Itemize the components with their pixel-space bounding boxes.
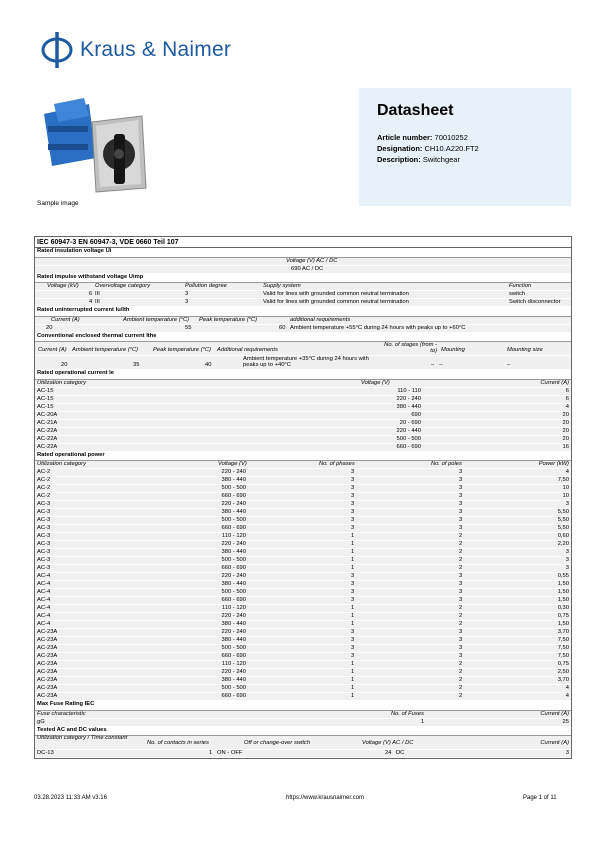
power-cell: 0,75: [557, 613, 569, 619]
poles-cell: 3: [459, 517, 463, 523]
table-row: [35, 469, 571, 477]
phases-cell: 3: [351, 509, 355, 515]
table-row: [35, 589, 571, 597]
enclosed-heading: Conventional enclosed thermal current Ithe: [35, 333, 571, 343]
table-row: [35, 573, 571, 581]
fuse-header-row: Fuse characteristic No. of Fuses Current (A): [37, 710, 569, 717]
voltage-cell: 110 - 110: [397, 387, 421, 394]
current-cell: 20: [562, 419, 569, 426]
utilization-category-cell: AC-3: [37, 501, 51, 507]
voltage-cell: 380 - 440: [221, 677, 246, 683]
description: Description: Switchgear: [377, 155, 460, 164]
fuse-row: gG 1 25: [37, 718, 569, 725]
poles-cell: 3: [459, 653, 463, 659]
power-cell: 7,50: [557, 653, 569, 659]
table-row: [35, 613, 571, 621]
phases-cell: 1: [351, 661, 355, 667]
phases-cell: 1: [351, 557, 355, 563]
current-cell: 6: [565, 395, 569, 402]
uninterrupted-heading: Rated uninterrupted current Iu/Ith: [35, 307, 571, 317]
tested-row: DC-13 1 ON - OFF 24 DC 3: [37, 750, 569, 756]
utilization-category-cell: AC-2: [37, 469, 51, 475]
phases-cell: 3: [351, 573, 355, 579]
voltage-cell: 380 - 440: [221, 581, 246, 587]
brand-name: Kraus & Naimer: [80, 38, 232, 61]
poles-cell: 2: [459, 557, 463, 563]
table-row: [35, 509, 571, 517]
brand-logo: [40, 30, 231, 70]
utilization-category-cell: AC-23A: [37, 653, 58, 659]
voltage-cell: 690: [411, 411, 421, 418]
table-row: [35, 420, 571, 428]
power-cell: 2,50: [557, 669, 569, 675]
poles-cell: 3: [459, 597, 463, 603]
power-cell: 3: [565, 565, 569, 571]
voltage-cell: 220 - 240: [221, 501, 246, 507]
poles-cell: 2: [459, 533, 463, 539]
phases-cell: 1: [351, 541, 355, 547]
poles-cell: 2: [459, 685, 463, 691]
phases-cell: 3: [351, 589, 355, 595]
power-cell: 5,50: [557, 509, 569, 515]
voltage-cell: 660 - 690: [221, 493, 246, 499]
power-cell: 4: [565, 693, 569, 699]
phases-cell: 3: [351, 581, 355, 587]
utilization-category-cell: AC-22A: [37, 443, 58, 450]
phases-cell: 1: [351, 685, 355, 691]
table-row: [35, 637, 571, 645]
power-cell: 3: [565, 557, 569, 563]
phases-cell: 3: [351, 493, 355, 499]
sample-image-caption: Sample image: [37, 200, 79, 207]
utilization-category-cell: AC-23A: [37, 629, 58, 635]
power-cell: 4: [565, 685, 569, 691]
table-row: [35, 444, 571, 452]
utilization-category-cell: AC-23A: [37, 693, 58, 699]
operational-power-rows: [35, 469, 571, 701]
table-row: [35, 645, 571, 653]
phases-cell: 1: [351, 613, 355, 619]
table-row: [35, 669, 571, 677]
voltage-cell: 500 - 500: [221, 645, 246, 651]
utilization-category-cell: AC-3: [37, 557, 51, 563]
impulse-row: 4 III 3 Valid for lines with grounded common neutral termination Switch disconnector: [35, 299, 571, 307]
table-row: [35, 565, 571, 573]
voltage-cell: 220 - 240: [221, 669, 246, 675]
power-cell: 0,75: [557, 661, 569, 667]
phases-cell: 3: [351, 637, 355, 643]
phases-cell: 3: [351, 477, 355, 483]
table-row: [35, 485, 571, 493]
phases-cell: 3: [351, 517, 355, 523]
voltage-cell: 380 - 440: [221, 621, 246, 627]
voltage-cell: 380 - 440: [221, 477, 246, 483]
utilization-category-cell: AC-4: [37, 581, 51, 587]
phases-cell: 1: [351, 621, 355, 627]
voltage-cell: 500 - 500: [221, 685, 246, 691]
voltage-cell: 110 - 120: [221, 661, 246, 667]
article-number: Article number: 70010252: [377, 133, 468, 142]
power-cell: 0,30: [557, 605, 569, 611]
power-cell: 7,50: [557, 645, 569, 651]
utilization-category-cell: AC-23A: [37, 661, 58, 667]
voltage-cell: 220 - 240: [396, 395, 421, 402]
phases-cell: 3: [351, 653, 355, 659]
voltage-cell: 500 - 500: [221, 557, 246, 563]
poles-cell: 3: [459, 525, 463, 531]
uninterrupted-row: 20 55 60 Ambient temperature +55°C during 24 hours with peaks up to +60°C: [35, 325, 571, 333]
impulse-header-row: Voltage (kV) Overvoltage category Pollution degree Supply system Function: [35, 283, 571, 291]
utilization-category-cell: AC-21A: [37, 419, 58, 426]
utilization-category-cell: AC-3: [37, 525, 51, 531]
utilization-category-cell: AC-23A: [37, 685, 58, 691]
poles-cell: 3: [459, 589, 463, 595]
voltage-cell: 380 - 440: [221, 509, 246, 515]
table-row: [35, 493, 571, 501]
utilization-category-cell: AC-15: [37, 403, 54, 410]
poles-cell: 3: [459, 493, 463, 499]
enclosed-row: 20 35 40 Ambient temperature +35°C during 24 hours with peaks up to +40°C – -- –: [35, 356, 571, 370]
table-row: [35, 581, 571, 589]
power-cell: 3: [565, 549, 569, 555]
insulation-value-row: 690 AC / DC: [35, 266, 571, 274]
power-cell: 2,20: [557, 541, 569, 547]
poles-cell: 3: [459, 629, 463, 635]
poles-cell: 2: [459, 541, 463, 547]
enclosed-header-row: Current (A) Ambient temperature (°C) Peak temperature (°C) Additional requirements No. of stages (from - to) Mounting Mounting size: [35, 342, 571, 356]
footer-page-number: Page 1 of 11: [523, 795, 557, 801]
phi-logo-icon: [40, 30, 74, 70]
utilization-category-cell: AC-2: [37, 485, 51, 491]
voltage-cell: 500 - 500: [221, 589, 246, 595]
table-row: [35, 693, 571, 701]
voltage-cell: 500 - 500: [221, 517, 246, 523]
voltage-cell: 20 - 690: [399, 419, 421, 426]
utilization-category-cell: AC-4: [37, 597, 51, 603]
voltage-cell: 380 - 440: [221, 637, 246, 643]
table-row: [35, 533, 571, 541]
voltage-cell: 220 - 240: [221, 541, 246, 547]
poles-cell: 2: [459, 677, 463, 683]
impulse-row: 6 III 3 Valid for lines with grounded common neutral termination switch: [35, 291, 571, 299]
utilization-category-cell: AC-22A: [37, 435, 58, 442]
voltage-cell: 220 - 240: [221, 469, 246, 475]
table-row: [35, 677, 571, 685]
utilization-category-cell: AC-22A: [37, 427, 58, 434]
power-cell: 3,70: [557, 629, 569, 635]
table-row: [35, 557, 571, 565]
phases-cell: 3: [351, 645, 355, 651]
utilization-category-cell: AC-4: [37, 621, 51, 627]
poles-cell: 3: [459, 645, 463, 651]
poles-cell: 3: [459, 485, 463, 491]
table-row: [35, 605, 571, 613]
power-cell: 0,55: [557, 573, 569, 579]
power-cell: 3: [565, 501, 569, 507]
utilization-category-cell: AC-15: [37, 395, 54, 402]
utilization-category-cell: AC-4: [37, 589, 51, 595]
voltage-cell: 660 - 690: [396, 443, 421, 450]
table-row: [35, 685, 571, 693]
insulation-header-row: Voltage (V) AC / DC: [35, 258, 571, 266]
utilization-category-cell: AC-4: [37, 573, 51, 579]
voltage-cell: 660 - 690: [221, 525, 246, 531]
current-cell: 20: [562, 435, 569, 442]
voltage-cell: 500 - 500: [396, 435, 421, 442]
operational-power-header-row: Utilization category Voltage (V) No. of phases No. of poles Power (kW): [37, 461, 569, 467]
tested-header-row: Utilization category / Time constant No. of contacts in series Off or change-over switch Voltage (V) AC / DC Current (A): [35, 736, 571, 750]
phases-cell: 1: [351, 605, 355, 611]
designation: Designation: CH10.A220.FT2: [377, 144, 479, 153]
specification-table: [34, 236, 572, 759]
utilization-category-cell: AC-3: [37, 509, 51, 515]
power-cell: 1,50: [557, 581, 569, 587]
voltage-cell: 220 - 240: [221, 629, 246, 635]
datasheet-info-box: [359, 88, 571, 206]
product-image: [34, 96, 184, 196]
table-row: [35, 629, 571, 637]
phases-cell: 3: [351, 469, 355, 475]
poles-cell: 2: [459, 549, 463, 555]
table-row: [35, 653, 571, 661]
utilization-category-cell: AC-3: [37, 549, 51, 555]
power-cell: 0,60: [557, 533, 569, 539]
poles-cell: 2: [459, 613, 463, 619]
utilization-category-cell: AC-3: [37, 541, 51, 547]
utilization-category-cell: AC-2: [37, 477, 51, 483]
utilization-category-cell: AC-3: [37, 517, 51, 523]
impulse-heading: Rated impulse withstand voltage Uimp: [35, 274, 571, 284]
utilization-category-cell: AC-20A: [37, 411, 58, 418]
power-cell: 5,50: [557, 525, 569, 531]
poles-cell: 2: [459, 669, 463, 675]
voltage-cell: 660 - 690: [221, 653, 246, 659]
voltage-cell: 380 - 440: [396, 403, 421, 410]
power-cell: 3,70: [557, 677, 569, 683]
power-cell: 1,50: [557, 621, 569, 627]
poles-cell: 2: [459, 621, 463, 627]
utilization-category-cell: AC-4: [37, 613, 51, 619]
utilization-category-cell: AC-23A: [37, 669, 58, 675]
voltage-cell: 660 - 690: [221, 565, 246, 571]
table-row: [35, 549, 571, 557]
poles-cell: 3: [459, 637, 463, 643]
voltage-cell: 500 - 500: [221, 485, 246, 491]
voltage-cell: 660 - 690: [221, 693, 246, 699]
table-row: [35, 501, 571, 509]
poles-cell: 2: [459, 693, 463, 699]
fuse-heading: Max Fuse Rating IEC: [35, 701, 571, 711]
table-row: [35, 477, 571, 485]
power-cell: 1,50: [557, 589, 569, 595]
current-cell: 20: [562, 427, 569, 434]
insulation-heading: Rated insulation voltage Ui: [35, 248, 571, 258]
poles-cell: 2: [459, 661, 463, 667]
table-row: [35, 404, 571, 412]
poles-cell: 3: [459, 509, 463, 515]
voltage-cell: 110 - 120: [221, 605, 246, 611]
utilization-category-cell: AC-3: [37, 565, 51, 571]
power-cell: 7,50: [557, 637, 569, 643]
operational-current-header-row: Utilization category Voltage (V) Current (A): [37, 379, 569, 386]
voltage-cell: 380 - 440: [221, 549, 246, 555]
poles-cell: 3: [459, 469, 463, 475]
voltage-cell: 220 - 240: [221, 613, 246, 619]
power-cell: 4: [565, 469, 569, 475]
voltage-cell: 660 - 690: [221, 597, 246, 603]
table-row: [35, 396, 571, 404]
phases-cell: 1: [351, 549, 355, 555]
poles-cell: 3: [459, 501, 463, 507]
current-cell: 16: [562, 443, 569, 450]
uninterrupted-header-row: Current (A) Ambient temperature (°C) Peak temperature (°C) additional requirements: [35, 317, 571, 325]
table-row: [35, 517, 571, 525]
phases-cell: 1: [351, 565, 355, 571]
standard-heading: IEC 60947-3 EN 60947-3, VDE 0660 Teil 107: [35, 237, 571, 248]
table-row: [35, 412, 571, 420]
poles-cell: 3: [459, 477, 463, 483]
table-row: [35, 541, 571, 549]
utilization-category-cell: AC-3: [37, 533, 51, 539]
power-cell: 5,50: [557, 517, 569, 523]
table-row: [35, 525, 571, 533]
phases-cell: 1: [351, 533, 355, 539]
utilization-category-cell: AC-2: [37, 493, 51, 499]
power-cell: 10: [562, 493, 569, 499]
phases-cell: 3: [351, 501, 355, 507]
table-row: [35, 428, 571, 436]
footer-website-link[interactable]: https://www.krausnaimer.com: [286, 795, 365, 801]
current-cell: 4: [565, 403, 569, 410]
phases-cell: 3: [351, 485, 355, 491]
power-cell: 10: [562, 485, 569, 491]
utilization-category-cell: AC-23A: [37, 645, 58, 651]
power-cell: 7,50: [557, 477, 569, 483]
phases-cell: 3: [351, 597, 355, 603]
voltage-cell: 220 - 240: [221, 573, 246, 579]
operational-current-heading: Rated operational current Ie: [35, 370, 571, 380]
tested-heading: Tested AC and DC values: [35, 727, 571, 737]
voltage-cell: 220 - 440: [396, 427, 421, 434]
table-row: [35, 388, 571, 396]
current-cell: 6: [565, 387, 569, 394]
utilization-category-cell: AC-23A: [37, 637, 58, 643]
phases-cell: 1: [351, 693, 355, 699]
phases-cell: 1: [351, 669, 355, 675]
utilization-category-cell: AC-23A: [37, 677, 58, 683]
poles-cell: 2: [459, 605, 463, 611]
table-row: [35, 436, 571, 444]
table-row: [35, 597, 571, 605]
table-row: [35, 621, 571, 629]
datasheet-title: Datasheet: [377, 102, 454, 119]
operational-power-heading: Rated operational power: [35, 452, 571, 462]
utilization-category-cell: AC-4: [37, 605, 51, 611]
current-cell: 20: [562, 411, 569, 418]
operational-current-rows: [35, 388, 571, 452]
utilization-category-cell: AC-15: [37, 387, 54, 394]
poles-cell: 3: [459, 581, 463, 587]
table-row: [35, 661, 571, 669]
footer-timestamp: 03.28.2023 11:33 AM v3.16: [34, 795, 107, 801]
phases-cell: 3: [351, 629, 355, 635]
phases-cell: 3: [351, 525, 355, 531]
power-cell: 1,50: [557, 597, 569, 603]
poles-cell: 3: [459, 573, 463, 579]
poles-cell: 2: [459, 565, 463, 571]
phases-cell: 1: [351, 677, 355, 683]
voltage-cell: 110 - 120: [221, 533, 246, 539]
